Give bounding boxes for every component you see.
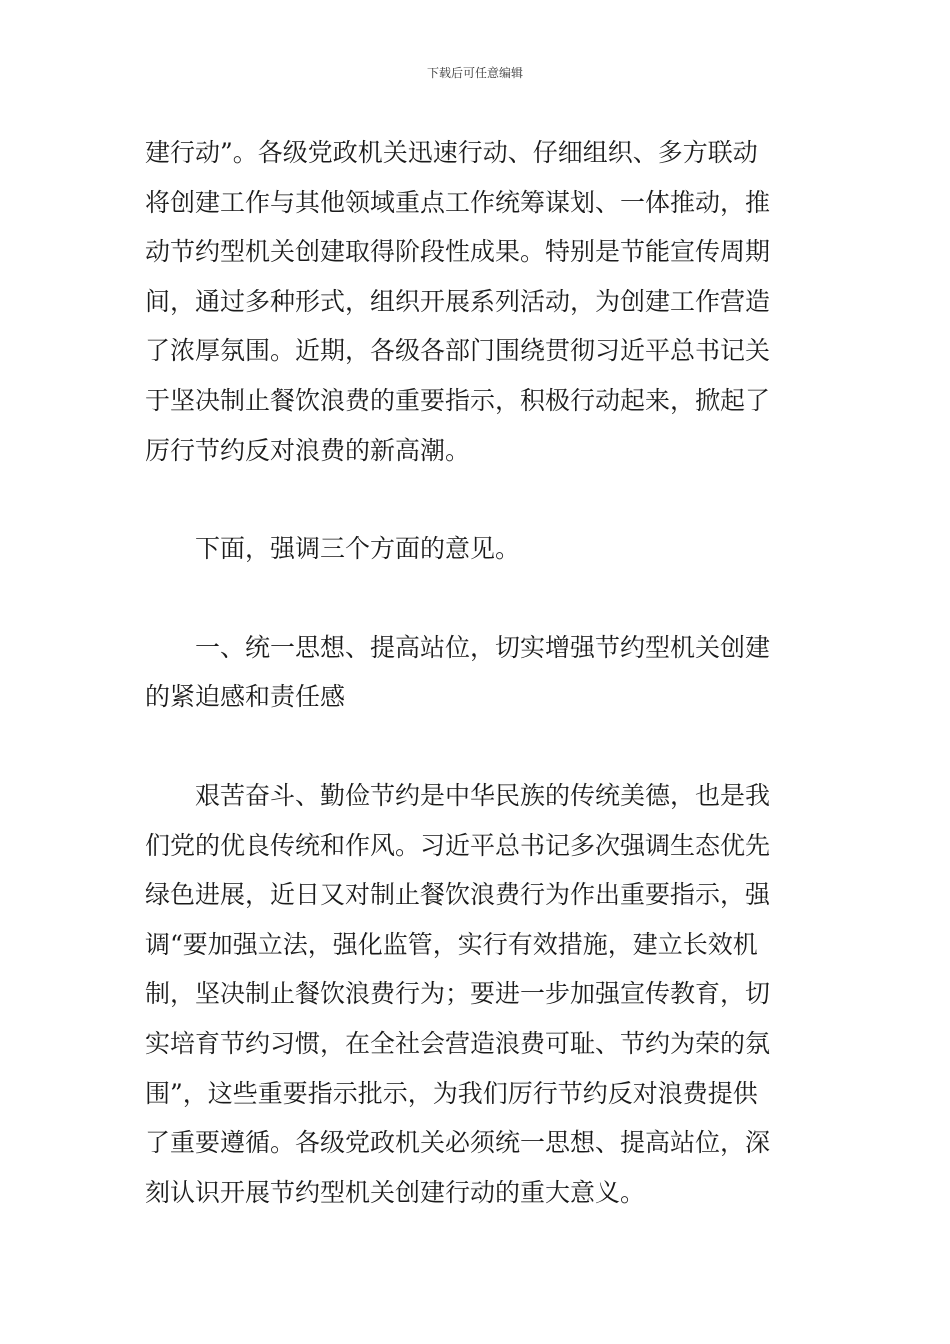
text-line: 将创建工作与其他领域重点工作统筹谋划、一体推动，推 <box>145 187 771 217</box>
text-line: 制，坚决制止餐饮浪费行为；要进一步加强宣传教育，切 <box>145 979 771 1009</box>
text-line: 的紧迫感和责任感 <box>145 682 346 712</box>
text-line: 实培育节约习惯，在全社会营造浪费可耻、节约为荣的氛 <box>145 1028 771 1058</box>
section-heading-1 <box>145 623 807 722</box>
text-line: 建行动”。各级党政机关迅速行动、仔细组织、多方联动 <box>145 138 758 167</box>
paragraph-continuation <box>145 128 807 475</box>
text-line: 绿色进展，近日又对制止餐饮浪费行为作出重要指示，强 <box>145 880 771 910</box>
text-line: 艰苦奋斗、勤俭节约是中华民族的传统美德，也是我 <box>195 780 771 810</box>
text-line: 动节约型机关创建取得阶段性成果。特别是节能宣传周期 <box>145 237 771 267</box>
text-line: 厉行节约反对浪费的新高潮。 <box>145 435 471 465</box>
text-line: 下面，强调三个方面的意见。 <box>195 534 521 564</box>
paragraph-intro <box>145 524 807 574</box>
text-line: 刻认识开展节约型机关创建行动的重大意义。 <box>145 1177 646 1207</box>
text-line: 间，通过多种形式，组织开展系列活动，为创建工作营造 <box>145 286 771 316</box>
document-body <box>145 128 807 1217</box>
text-line: 了重要遵循。各级党政机关必须统一思想、提高站位，深 <box>145 1128 771 1158</box>
text-line: 们党的优良传统和作风。习近平总书记多次强调生态优先 <box>145 830 771 860</box>
text-line: 于坚决制止餐饮浪费的重要指示，积极行动起来，掀起了 <box>145 385 771 415</box>
text-line: 了浓厚氛围。近期，各级各部门围绕贯彻习近平总书记关 <box>145 336 771 366</box>
text-line: 一、统一思想、提高站位，切实增强节约型机关创建 <box>195 632 771 662</box>
text-line: 围”，这些重要指示批示，为我们厉行节约反对浪费提供 <box>145 1078 758 1108</box>
page-header: 下载后可任意编辑 <box>426 66 523 80</box>
paragraph-body <box>145 771 807 1217</box>
text-line: 调“要加强立法，强化监管，实行有效措施，建立长效机 <box>145 929 758 959</box>
